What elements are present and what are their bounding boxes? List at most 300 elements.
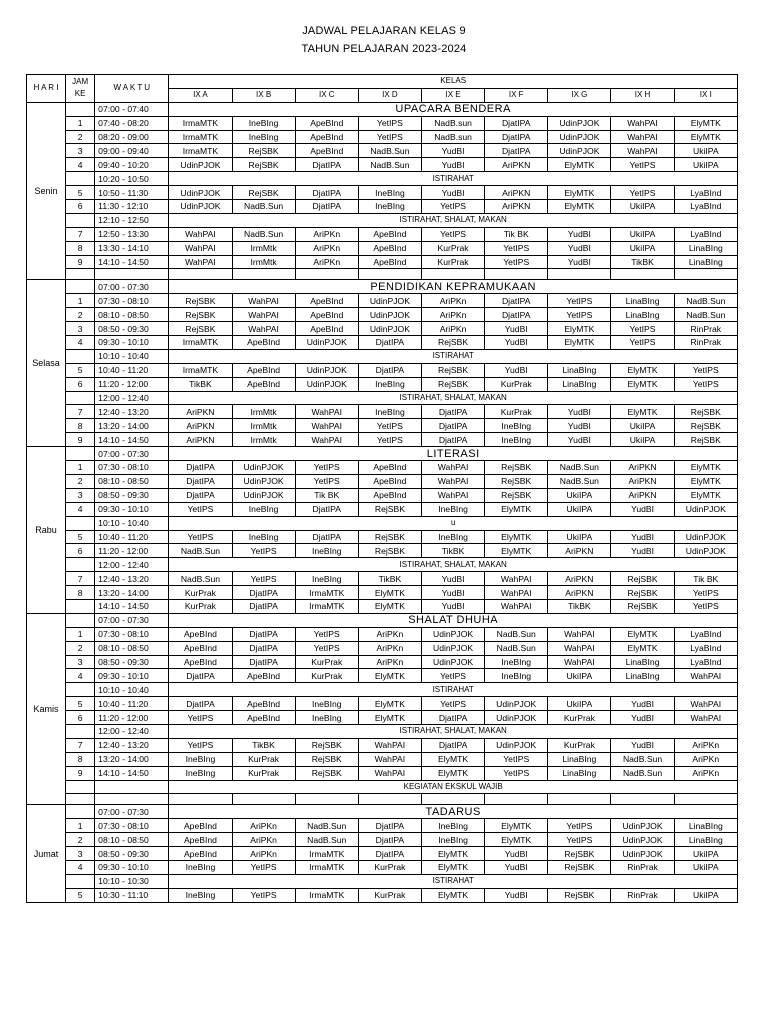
break-row xyxy=(27,683,738,697)
subject-cell: KurPrak xyxy=(358,860,421,874)
waktu-cell: 08:20 - 09:00 xyxy=(95,130,169,144)
subject-cell: ElyMTK xyxy=(358,711,421,725)
jam-cell: 6 xyxy=(66,200,95,214)
class-header: IX G xyxy=(548,88,611,102)
subject-cell: YudBI xyxy=(485,363,548,377)
activity-banner: LITERASI xyxy=(169,447,738,461)
subject-cell: WahPAI xyxy=(611,144,674,158)
subject-cell: KurPrak xyxy=(548,711,611,725)
subject-cell: DjatIPA xyxy=(169,461,232,475)
subject-cell: YetIPS xyxy=(611,322,674,336)
waktu-cell: 10:30 - 11:10 xyxy=(95,888,169,902)
header-hari: H A R I xyxy=(27,75,66,103)
subject-cell: YetIPS xyxy=(295,474,358,488)
waktu-cell: 09:00 - 09:40 xyxy=(95,144,169,158)
subject-cell: RejSBK xyxy=(611,586,674,600)
jam-cell: 3 xyxy=(66,144,95,158)
waktu-cell: 12:10 - 12:50 xyxy=(95,213,169,227)
subject-cell: RejSBK xyxy=(548,847,611,861)
break-row xyxy=(27,516,738,530)
subject-cell: AriPKN xyxy=(485,158,548,172)
banner-row xyxy=(27,447,738,461)
break-row xyxy=(27,349,738,363)
subject-cell: YetIPS xyxy=(169,530,232,544)
subject-cell: AriPKN xyxy=(169,433,232,447)
subject-cell: UdinPJOK xyxy=(611,819,674,833)
subject-cell: KurPrak xyxy=(232,752,295,766)
empty-cell xyxy=(611,794,674,805)
subject-cell: UdinPJOK xyxy=(358,308,421,322)
subject-cell: IrmMtk xyxy=(232,405,295,419)
subject-cell: NadB.Sun xyxy=(169,572,232,586)
subject-cell: TikBK xyxy=(611,255,674,269)
break-label: KEGIATAN EKSKUL WAJIB xyxy=(169,780,738,794)
subject-cell: ApeBInd xyxy=(295,116,358,130)
subject-cell: LyaBInd xyxy=(674,655,737,669)
subject-cell: IrmaMTK xyxy=(295,599,358,613)
break-label: ISTIRAHAT, SHALAT, MAKAN xyxy=(169,558,738,572)
lesson-row xyxy=(27,186,738,200)
waktu-cell: 10:40 - 11:20 xyxy=(95,697,169,711)
empty-cell xyxy=(421,794,484,805)
subject-cell: NadB.Sun xyxy=(611,766,674,780)
empty-cell xyxy=(66,269,95,280)
subject-cell: LinaBIng xyxy=(611,655,674,669)
lesson-row xyxy=(27,888,738,902)
subject-cell: ApeBInd xyxy=(232,363,295,377)
jam-cell xyxy=(66,724,95,738)
subject-cell: WahPAI xyxy=(421,488,484,502)
empty-cell xyxy=(169,794,232,805)
subject-cell: ApeBInd xyxy=(169,819,232,833)
subject-cell: UdinPJOK xyxy=(169,186,232,200)
class-header: IX F xyxy=(485,88,548,102)
subject-cell: IneBIng xyxy=(232,502,295,516)
jam-cell: 5 xyxy=(66,888,95,902)
jam-cell: 4 xyxy=(66,336,95,350)
subject-cell: YetIPS xyxy=(295,641,358,655)
empty-cell xyxy=(95,794,169,805)
subject-cell: YetIPS xyxy=(358,419,421,433)
subject-cell: ElyMTK xyxy=(674,116,737,130)
break-row xyxy=(27,724,738,738)
subject-cell: DjatIPA xyxy=(358,336,421,350)
empty-cell xyxy=(421,269,484,280)
waktu-cell: 11:20 - 12:00 xyxy=(95,544,169,558)
empty-cell xyxy=(295,269,358,280)
subject-cell: NadB.Sun xyxy=(548,474,611,488)
waktu-cell: 12:00 - 12:40 xyxy=(95,724,169,738)
title-line-2: TAHUN PELAJARAN 2023-2024 xyxy=(301,43,467,55)
subject-cell: ApeBInd xyxy=(232,711,295,725)
waktu-cell: 14:10 - 14:50 xyxy=(95,766,169,780)
empty-cell xyxy=(169,269,232,280)
subject-cell: IneBIng xyxy=(169,888,232,902)
subject-cell: ApeBInd xyxy=(169,627,232,641)
class-header: IX I xyxy=(674,88,737,102)
subject-cell: YetIPS xyxy=(674,363,737,377)
subject-cell: ElyMTK xyxy=(485,502,548,516)
subject-cell: AriPKN xyxy=(169,419,232,433)
subject-cell: ElyMTK xyxy=(421,860,484,874)
lesson-row xyxy=(27,116,738,130)
subject-cell: WahPAI xyxy=(485,572,548,586)
subject-cell: IneBIng xyxy=(232,130,295,144)
jam-cell: 3 xyxy=(66,322,95,336)
subject-cell: WahPAI xyxy=(358,766,421,780)
subject-cell: UkiIPA xyxy=(611,419,674,433)
jam-cell: 5 xyxy=(66,186,95,200)
subject-cell: RinPrak xyxy=(611,888,674,902)
lesson-row xyxy=(27,766,738,780)
subject-cell: ElyMTK xyxy=(548,158,611,172)
subject-cell: UdinPJOK xyxy=(674,544,737,558)
subject-cell: RejSBK xyxy=(421,377,484,391)
jam-cell: 8 xyxy=(66,419,95,433)
subject-cell: UdinPJOK xyxy=(421,655,484,669)
subject-cell: UdinPJOK xyxy=(232,461,295,475)
break-label: ISTIRAHAT xyxy=(169,683,738,697)
subject-cell: TikBK xyxy=(548,599,611,613)
subject-cell: AriPKn xyxy=(232,847,295,861)
subject-cell: WahPAI xyxy=(611,116,674,130)
subject-cell: YetIPS xyxy=(232,888,295,902)
subject-cell: RejSBK xyxy=(358,530,421,544)
subject-cell: NadB.Sun xyxy=(485,627,548,641)
lesson-row xyxy=(27,144,738,158)
subject-cell: IneBIng xyxy=(295,572,358,586)
subject-cell: RejSBK xyxy=(421,336,484,350)
subject-cell: ApeBInd xyxy=(232,336,295,350)
subject-cell: UdinPJOK xyxy=(548,116,611,130)
subject-cell: ApeBInd xyxy=(169,847,232,861)
subject-cell: UdinPJOK xyxy=(421,627,484,641)
lesson-row xyxy=(27,377,738,391)
subject-cell: Tik BK xyxy=(485,227,548,241)
subject-cell: ApeBInd xyxy=(232,697,295,711)
waktu-cell: 07:00 - 07:30 xyxy=(95,805,169,819)
lesson-row xyxy=(27,627,738,641)
subject-cell: UkiIPA xyxy=(548,502,611,516)
jam-cell: 1 xyxy=(66,294,95,308)
subject-cell: AriPKn xyxy=(421,308,484,322)
subject-cell: YetIPS xyxy=(358,116,421,130)
banner-row xyxy=(27,805,738,819)
subject-cell: ApeBInd xyxy=(295,294,358,308)
subject-cell: RejSBK xyxy=(674,433,737,447)
subject-cell: UdinPJOK xyxy=(611,833,674,847)
subject-cell: UdinPJOK xyxy=(485,711,548,725)
subject-cell: DjatIPA xyxy=(421,738,484,752)
empty-cell xyxy=(485,794,548,805)
waktu-cell: 08:10 - 08:50 xyxy=(95,833,169,847)
jam-cell: 7 xyxy=(66,405,95,419)
subject-cell: WahPAI xyxy=(485,599,548,613)
empty-cell xyxy=(95,269,169,280)
jam-cell xyxy=(66,213,95,227)
subject-cell: UkiIPA xyxy=(611,241,674,255)
subject-cell: IrmaMTK xyxy=(295,847,358,861)
lesson-row xyxy=(27,241,738,255)
subject-cell: YetIPS xyxy=(548,833,611,847)
subject-cell: YetIPS xyxy=(421,227,484,241)
lesson-row xyxy=(27,336,738,350)
subject-cell: ApeBInd xyxy=(358,474,421,488)
subject-cell: AriPKN xyxy=(611,474,674,488)
subject-cell: RejSBK xyxy=(548,888,611,902)
waktu-cell: 08:50 - 09:30 xyxy=(95,847,169,861)
subject-cell: IneBIng xyxy=(358,377,421,391)
subject-cell: ApeBInd xyxy=(358,488,421,502)
subject-cell: AriPKN xyxy=(611,488,674,502)
subject-cell: YudBI xyxy=(421,572,484,586)
subject-cell: YudBI xyxy=(485,888,548,902)
subject-cell: ElyMTK xyxy=(421,888,484,902)
waktu-cell: 11:30 - 12:10 xyxy=(95,200,169,214)
subject-cell: NadB.Sun xyxy=(358,144,421,158)
subject-cell: YetIPS xyxy=(232,860,295,874)
jam-cell xyxy=(66,558,95,572)
waktu-cell: 10:10 - 10:40 xyxy=(95,516,169,530)
jam-cell: 4 xyxy=(66,502,95,516)
subject-cell: IneBIng xyxy=(169,860,232,874)
subject-cell: IneBIng xyxy=(169,752,232,766)
subject-cell: WahPAI xyxy=(548,655,611,669)
subject-cell: YudBI xyxy=(611,738,674,752)
subject-cell: YetIPS xyxy=(169,738,232,752)
subject-cell: YetIPS xyxy=(674,586,737,600)
subject-cell: AriPKn xyxy=(674,738,737,752)
subject-cell: YetIPS xyxy=(485,241,548,255)
subject-cell: LyaBInd xyxy=(674,641,737,655)
subject-cell: DjatIPA xyxy=(169,474,232,488)
subject-cell: DjatIPA xyxy=(169,669,232,683)
subject-cell: WahPAI xyxy=(421,474,484,488)
waktu-cell: 09:30 - 10:10 xyxy=(95,669,169,683)
waktu-cell: 07:30 - 08:10 xyxy=(95,294,169,308)
jam-cell: 2 xyxy=(66,308,95,322)
subject-cell: YetIPS xyxy=(485,766,548,780)
jam-cell xyxy=(66,780,95,794)
lesson-row xyxy=(27,738,738,752)
subject-cell: RinPrak xyxy=(611,860,674,874)
subject-cell: UkiIPA xyxy=(674,860,737,874)
subject-cell: YetIPS xyxy=(548,308,611,322)
subject-cell: YudBI xyxy=(548,419,611,433)
jam-cell xyxy=(66,391,95,405)
subject-cell: ElyMTK xyxy=(358,586,421,600)
waktu-cell: 14:10 - 14:50 xyxy=(95,433,169,447)
subject-cell: ApeBInd xyxy=(169,655,232,669)
lesson-row xyxy=(27,833,738,847)
subject-cell: UdinPJOK xyxy=(295,336,358,350)
subject-cell: YudBI xyxy=(611,711,674,725)
subject-cell: YudBI xyxy=(485,336,548,350)
subject-cell: LyaBInd xyxy=(674,227,737,241)
subject-cell: DjatIPA xyxy=(169,697,232,711)
class-header: IX C xyxy=(295,88,358,102)
subject-cell: YudBI xyxy=(611,697,674,711)
waktu-cell: 12:50 - 13:30 xyxy=(95,227,169,241)
waktu-cell: 08:10 - 08:50 xyxy=(95,308,169,322)
subject-cell: KurPrak xyxy=(295,655,358,669)
empty-cell xyxy=(295,794,358,805)
subject-cell: DjatIPA xyxy=(485,130,548,144)
subject-cell: YetIPS xyxy=(548,294,611,308)
subject-cell: RejSBK xyxy=(169,308,232,322)
subject-cell: IrmaMTK xyxy=(169,116,232,130)
waktu-cell: 10:10 - 10:40 xyxy=(95,683,169,697)
subject-cell: IneBIng xyxy=(295,697,358,711)
subject-cell: UdinPJOK xyxy=(674,502,737,516)
waktu-cell: 07:00 - 07:30 xyxy=(95,613,169,627)
subject-cell: WahPAI xyxy=(295,419,358,433)
jam-cell: 3 xyxy=(66,847,95,861)
waktu-cell: 10:10 - 10:30 xyxy=(95,874,169,888)
header-kelas: KELAS xyxy=(169,75,738,89)
subject-cell: WahPAI xyxy=(232,322,295,336)
subject-cell: NadB.Sun xyxy=(295,833,358,847)
subject-cell: IrmaMTK xyxy=(169,130,232,144)
jam-cell: 9 xyxy=(66,433,95,447)
subject-cell: AriPKn xyxy=(674,766,737,780)
waktu-cell: 11:20 - 12:00 xyxy=(95,711,169,725)
class-header: IX H xyxy=(611,88,674,102)
subject-cell: UdinPJOK xyxy=(169,158,232,172)
subject-cell: YudBI xyxy=(485,322,548,336)
subject-cell: WahPAI xyxy=(548,641,611,655)
subject-cell: LinaBIng xyxy=(674,255,737,269)
waktu-cell: 14:10 - 14:50 xyxy=(95,255,169,269)
subject-cell: LinaBIng xyxy=(548,363,611,377)
day-name: Rabu xyxy=(27,447,66,614)
subject-cell: NadB.sun xyxy=(421,130,484,144)
subject-cell: YetIPS xyxy=(169,711,232,725)
subject-cell: ElyMTK xyxy=(548,186,611,200)
subject-cell: IneBIng xyxy=(421,530,484,544)
subject-cell: UdinPJOK xyxy=(358,322,421,336)
jam-cell xyxy=(66,599,95,613)
subject-cell: LinaBIng xyxy=(674,819,737,833)
activity-banner: UPACARA BENDERA xyxy=(169,102,738,116)
jam-cell xyxy=(66,613,95,627)
subject-cell: ApeBInd xyxy=(358,227,421,241)
subject-cell: ApeBInd xyxy=(169,641,232,655)
banner-row xyxy=(27,102,738,116)
subject-cell: DjatIPA xyxy=(358,363,421,377)
schedule-table xyxy=(26,74,738,903)
lesson-row xyxy=(27,255,738,269)
waktu-cell: 10:20 - 10:50 xyxy=(95,172,169,186)
subject-cell: ApeBInd xyxy=(232,669,295,683)
subject-cell: DjatIPA xyxy=(232,599,295,613)
lesson-row xyxy=(27,599,738,613)
jam-cell xyxy=(66,280,95,294)
subject-cell: RinPrak xyxy=(674,336,737,350)
subject-cell: UkiIPA xyxy=(674,158,737,172)
subject-cell: YudBI xyxy=(421,158,484,172)
subject-cell: ElyMTK xyxy=(611,363,674,377)
subject-cell: UkiIPA xyxy=(548,669,611,683)
header-waktu: W A K T U xyxy=(95,75,169,103)
subject-cell: ElyMTK xyxy=(485,544,548,558)
jam-cell: 9 xyxy=(66,255,95,269)
subject-cell: IneBIng xyxy=(169,766,232,780)
break-label: ISTIRAHAT xyxy=(169,874,738,888)
subject-cell: ElyMTK xyxy=(485,819,548,833)
schedule-body xyxy=(27,102,738,902)
jam-cell: 4 xyxy=(66,669,95,683)
subject-cell: IrmaMTK xyxy=(169,363,232,377)
subject-cell: ApeBInd xyxy=(169,833,232,847)
break-label: ISTIRAHAT, SHALAT, MAKAN xyxy=(169,391,738,405)
empty-cell xyxy=(548,794,611,805)
subject-cell: WahPAI xyxy=(169,255,232,269)
day-name: Kamis xyxy=(27,613,66,805)
lesson-row xyxy=(27,530,738,544)
class-header: IX B xyxy=(232,88,295,102)
subject-cell: ElyMTK xyxy=(485,530,548,544)
subject-cell: DjatIPA xyxy=(295,158,358,172)
subject-cell: WahPAI xyxy=(358,752,421,766)
subject-cell: YudBI xyxy=(421,144,484,158)
waktu-cell: 10:50 - 11:30 xyxy=(95,186,169,200)
subject-cell: AriPKn xyxy=(295,255,358,269)
empty-cell xyxy=(548,269,611,280)
subject-cell: YudBI xyxy=(421,599,484,613)
spacer-row xyxy=(27,794,738,805)
lesson-row xyxy=(27,322,738,336)
waktu-cell: 07:00 - 07:40 xyxy=(95,102,169,116)
subject-cell: IneBIng xyxy=(358,186,421,200)
subject-cell: ApeBInd xyxy=(295,144,358,158)
subject-cell: UkiIPA xyxy=(548,697,611,711)
jam-cell: 1 xyxy=(66,819,95,833)
jam-cell xyxy=(66,516,95,530)
jam-cell: 4 xyxy=(66,158,95,172)
waktu-cell: 12:40 - 13:20 xyxy=(95,738,169,752)
subject-cell: AriPKn xyxy=(674,752,737,766)
jam-cell: 7 xyxy=(66,227,95,241)
lesson-row xyxy=(27,308,738,322)
jam-cell xyxy=(66,683,95,697)
subject-cell: LyaBInd xyxy=(674,200,737,214)
activity-banner: TADARUS xyxy=(169,805,738,819)
subject-cell: Tik BK xyxy=(295,488,358,502)
lesson-row xyxy=(27,819,738,833)
subject-cell: IrmaMTK xyxy=(295,888,358,902)
day-name: Jumat xyxy=(27,805,66,902)
subject-cell: AriPKN xyxy=(548,544,611,558)
subject-cell: NadB.Sun xyxy=(548,461,611,475)
empty-cell xyxy=(358,269,421,280)
subject-cell: YetIPS xyxy=(611,336,674,350)
subject-cell: ElyMTK xyxy=(485,833,548,847)
subject-cell: NadB.Sun xyxy=(674,294,737,308)
jam-cell: 6 xyxy=(66,377,95,391)
subject-cell: ElyMTK xyxy=(548,322,611,336)
lesson-row xyxy=(27,572,738,586)
subject-cell: UdinPJOK xyxy=(421,641,484,655)
lesson-row xyxy=(27,294,738,308)
subject-cell: ApeBInd xyxy=(232,377,295,391)
activity-banner: SHALAT DHUHA xyxy=(169,613,738,627)
subject-cell: RejSBK xyxy=(485,461,548,475)
subject-cell: IneBIng xyxy=(358,405,421,419)
subject-cell: YudBI xyxy=(611,544,674,558)
subject-cell: ElyMTK xyxy=(421,752,484,766)
subject-cell: ElyMTK xyxy=(674,474,737,488)
